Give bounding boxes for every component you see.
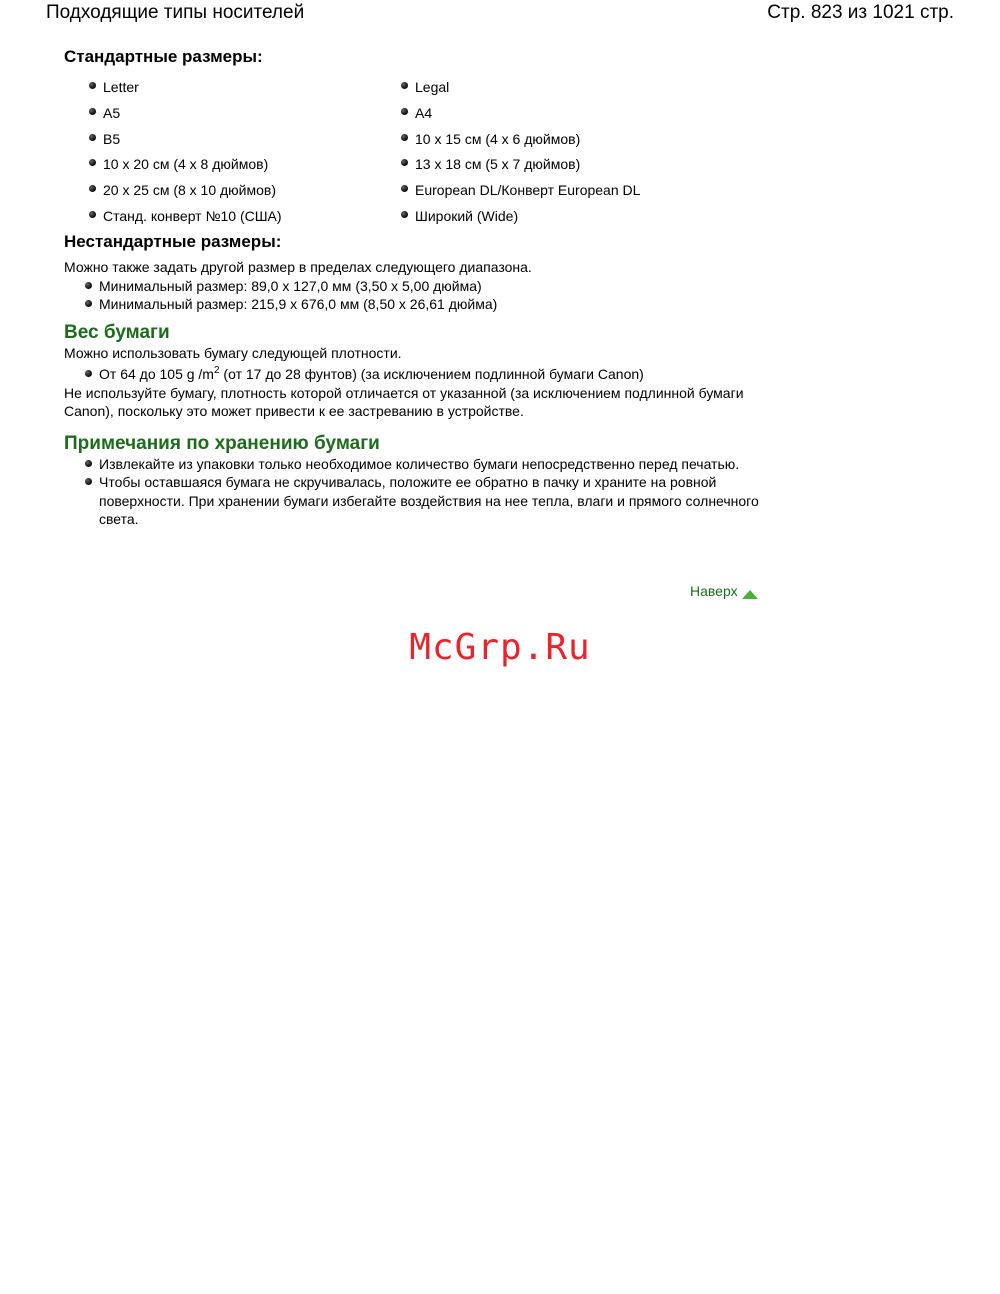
document-body [64,46,764,529]
sizes-column-right [400,78,640,233]
list-item: Legal [400,78,640,104]
list-item: European DL/Конверт European DL [400,181,640,207]
paper-weight-note: Не используйте бумагу, плотность которой отличается от указанной (за исключением подлинной бумаги Canon), поскольку это может привести к ее застреванию в устройстве. [64,384,744,419]
bullet-icon [89,211,96,218]
bullet-icon [89,82,96,89]
list-item: От 64 до 105 g $/m^2$ (от 17 до 28 фунтов) (за исключением подлинной бумаги Canon) [85,365,764,384]
bullet-icon [401,108,408,115]
list-item: Станд. конверт №10 (США) [88,207,282,233]
bullet-icon [85,282,92,289]
bullet-icon [89,108,96,115]
bullet-icon [85,478,92,485]
list-item: Широкий (Wide) [400,207,640,233]
bullet-icon [401,82,408,89]
list-item: 13 x 18 см (5 x 7 дюймов) [400,155,640,181]
custom-sizes-intro: Можно также задать другой размер в пределах следующего диапазона. [64,259,532,275]
storage-notes-heading: Примечания по хранению бумаги [64,432,380,454]
bullet-icon [401,159,408,166]
page-counter: Стр. 823 из 1021 стр. [767,2,954,23]
bullet-icon [89,185,96,192]
custom-sizes-list [64,277,764,314]
list-item: 20 x 25 см (8 x 10 дюймов) [88,181,282,207]
bullet-icon [401,185,408,192]
page-title: Подходящие типы носителей [46,2,305,23]
custom-sizes-heading: Нестандартные размеры: [64,232,282,251]
arrow-up-icon [742,590,758,599]
watermark-text: McGrp.Ru [409,627,591,668]
list-item: A5 [88,104,282,130]
list-item: Минимальный размер: 215,9 x 676,0 мм (8,50 x 26,61 дюйма) [85,295,764,314]
bullet-icon [85,300,92,307]
standard-sizes-heading: Стандартные размеры: [64,47,263,66]
list-item: 10 x 20 см (4 x 8 дюймов) [88,155,282,181]
list-item: Минимальный размер: 89,0 x 127,0 мм (3,50 x 5,00 дюйма) [85,277,764,296]
list-item: 10 x 15 см (4 x 6 дюймов) [400,130,640,156]
bullet-icon [89,134,96,141]
list-item: Чтобы оставшаяся бумага не скручивалась, положите ее обратно в пачку и храните на ровной поверхности. При хранении бумаги избегайте воздействия на нее тепла, влаги и прямого солнечного света. [85,473,764,529]
list-item: A4 [400,104,640,130]
list-item: B5 [88,130,282,156]
paper-weight-intro: Можно использовать бумагу следующей плотности. [64,344,402,361]
bullet-icon [401,211,408,218]
back-to-top-link[interactable] [690,582,758,600]
bullet-icon [85,460,92,467]
paper-weight-list [64,365,764,384]
paper-weight-heading: Вес бумаги [64,321,170,343]
storage-notes-list [64,455,764,529]
back-to-top-label: Наверх [690,583,738,599]
list-item: Извлекайте из упаковки только необходимое количество бумаги непосредственно перед печатью. [85,455,764,474]
standard-sizes-list [88,78,764,234]
bullet-icon [401,134,408,141]
bullet-icon [89,159,96,166]
list-item: Letter [88,78,282,104]
sizes-column-left [88,78,282,233]
bullet-icon [85,370,92,377]
